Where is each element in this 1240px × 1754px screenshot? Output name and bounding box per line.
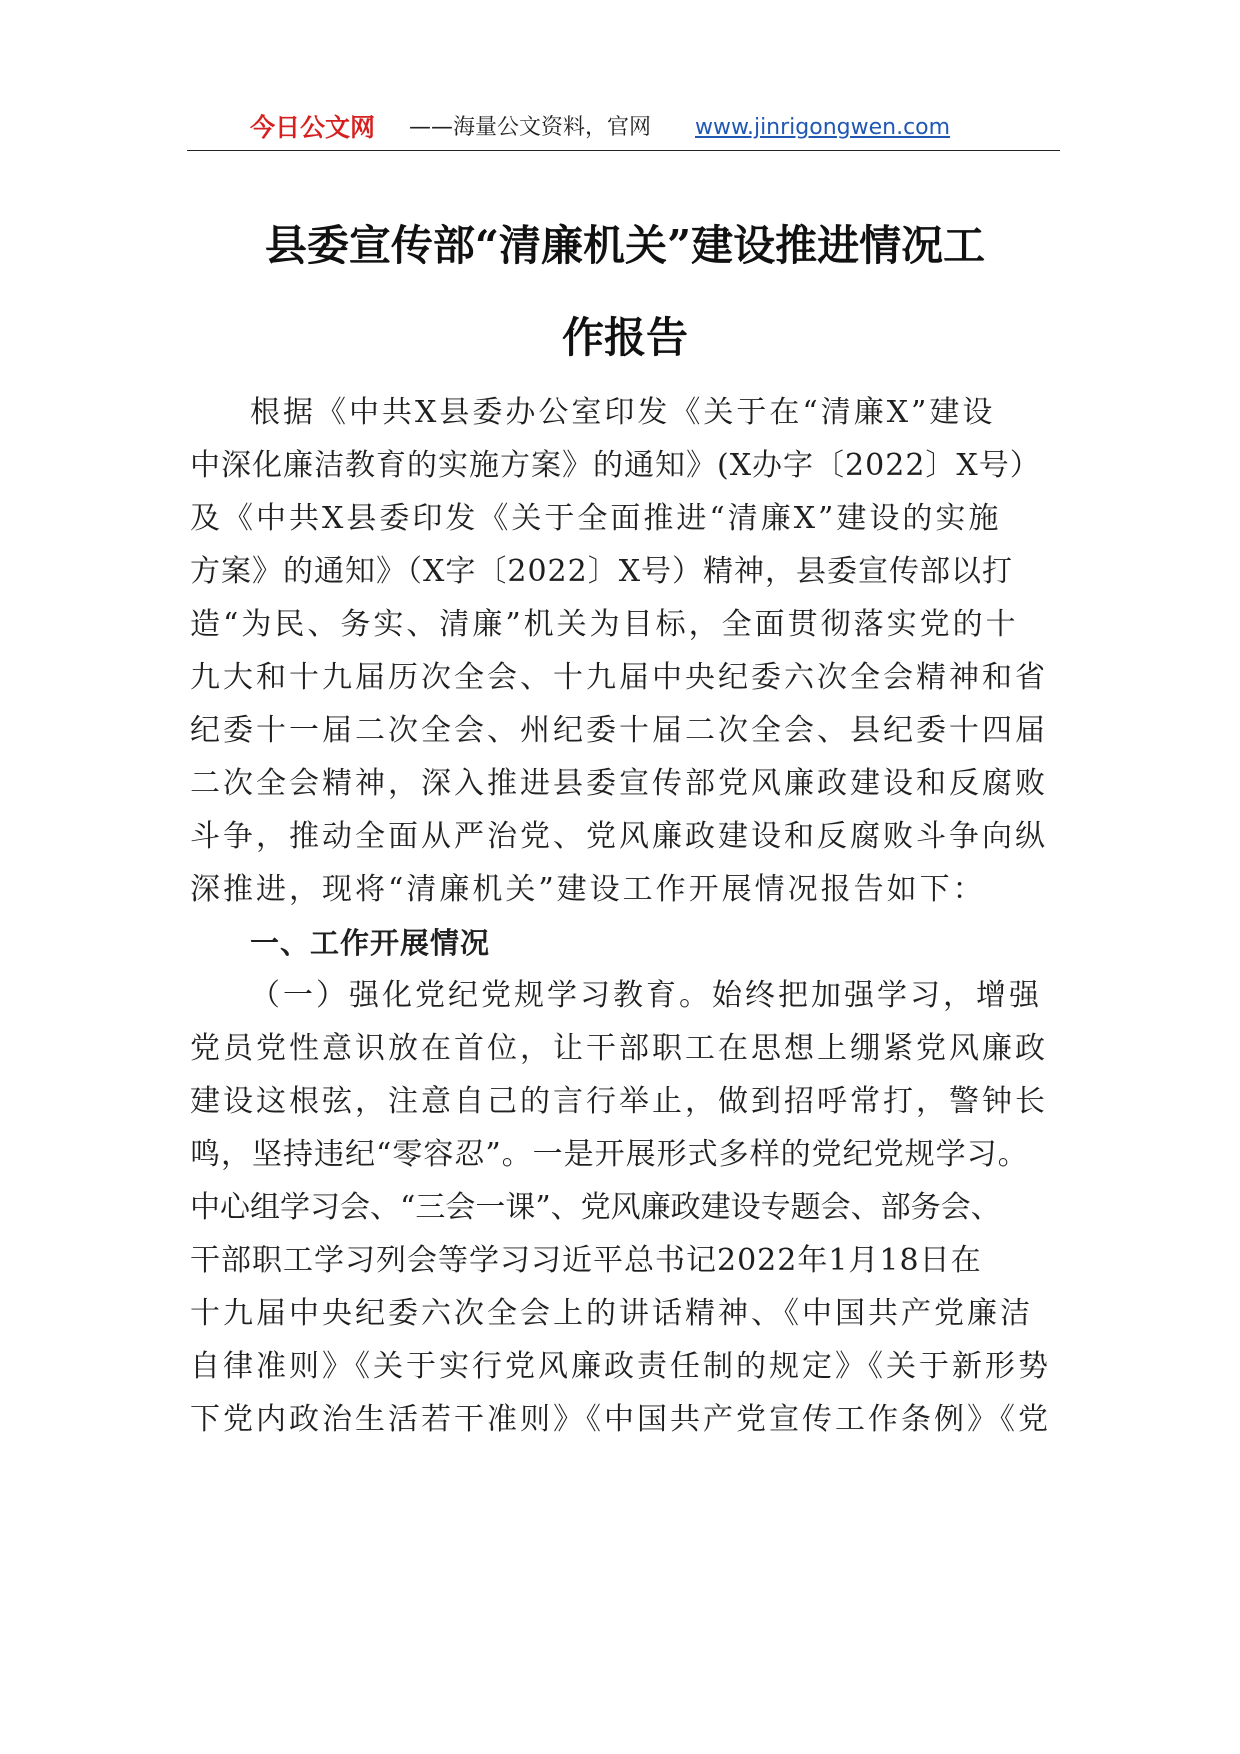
header-divider: [187, 150, 1060, 151]
document-title: [190, 200, 1060, 384]
body-line: 纪委十一届二次全会、州纪委十届二次全会、县纪委十四届: [190, 713, 1048, 748]
site-header: [187, 108, 1060, 148]
body-line: 中心组学习会、“三会一课”、党风廉政建设专题会、部务会、: [190, 1190, 1001, 1225]
section-heading: 一、工作开展情况: [250, 926, 491, 960]
body-line: 九大和十九届历次全会、十九届中央纪委六次全会精神和省: [190, 660, 1048, 695]
body-line: 方案》的通知》（X字〔2022〕X号）精神，县委宣传部以打: [190, 554, 1014, 589]
body-line: 深推进，现将“清廉机关”建设工作开展情况报告如下：: [190, 872, 986, 907]
site-url-link[interactable]: www.jinrigongwen.com: [695, 115, 951, 140]
body-line: 干部职工学习列会等学习习近平总书记2022年1月18日在: [190, 1243, 982, 1278]
body-line: 二次全会精神，深入推进县委宣传部党风廉政建设和反腐败: [190, 766, 1048, 801]
body-line: 自律准则》《关于实行党风廉政责任制的规定》《关于新形势: [190, 1349, 1051, 1384]
body-line: 根据《中共X县委办公室印发《关于在“清廉X”建设: [250, 395, 996, 430]
body-line: 斗争，推动全面从严治党、党风廉政建设和反腐败斗争向纵: [190, 819, 1048, 854]
body-line: 及《中共X县委印发《关于全面推进“清廉X”建设的实施: [190, 501, 1002, 536]
title-line-1: 县委宣传部“清廉机关”建设推进情况工: [264, 221, 986, 270]
site-tagline: ——海量公文资料，官网: [409, 115, 652, 140]
body-line: 建设这根弦，注意自己的言行举止，做到招呼常打，警钟长: [190, 1084, 1048, 1119]
body-line: 中深化廉洁教育的实施方案》的通知》(X办字〔2022〕X号）: [190, 448, 1041, 483]
body-line: 造“为民、务实、清廉”机关为目标，全面贯彻落实党的十: [190, 607, 1019, 642]
title-line-2: 作报告: [561, 313, 688, 362]
body-line: 十九届中央纪委六次全会上的讲话精神、《中国共产党廉洁: [190, 1296, 1033, 1331]
body-line: 鸣，坚持违纪“零容忍”。一是开展形式多样的党纪党规学习。: [190, 1137, 1029, 1172]
body-line: （一）强化党纪党规学习教育。始终把加强学习，增强: [250, 978, 1042, 1013]
body-line: 党员党性意识放在首位，让干部职工在思想上绷紧党风廉政: [190, 1031, 1048, 1066]
site-name[interactable]: 今日公文网: [250, 113, 376, 142]
body-line: 下党内政治生活若干准则》《中国共产党宣传工作条例》《党: [190, 1402, 1051, 1437]
